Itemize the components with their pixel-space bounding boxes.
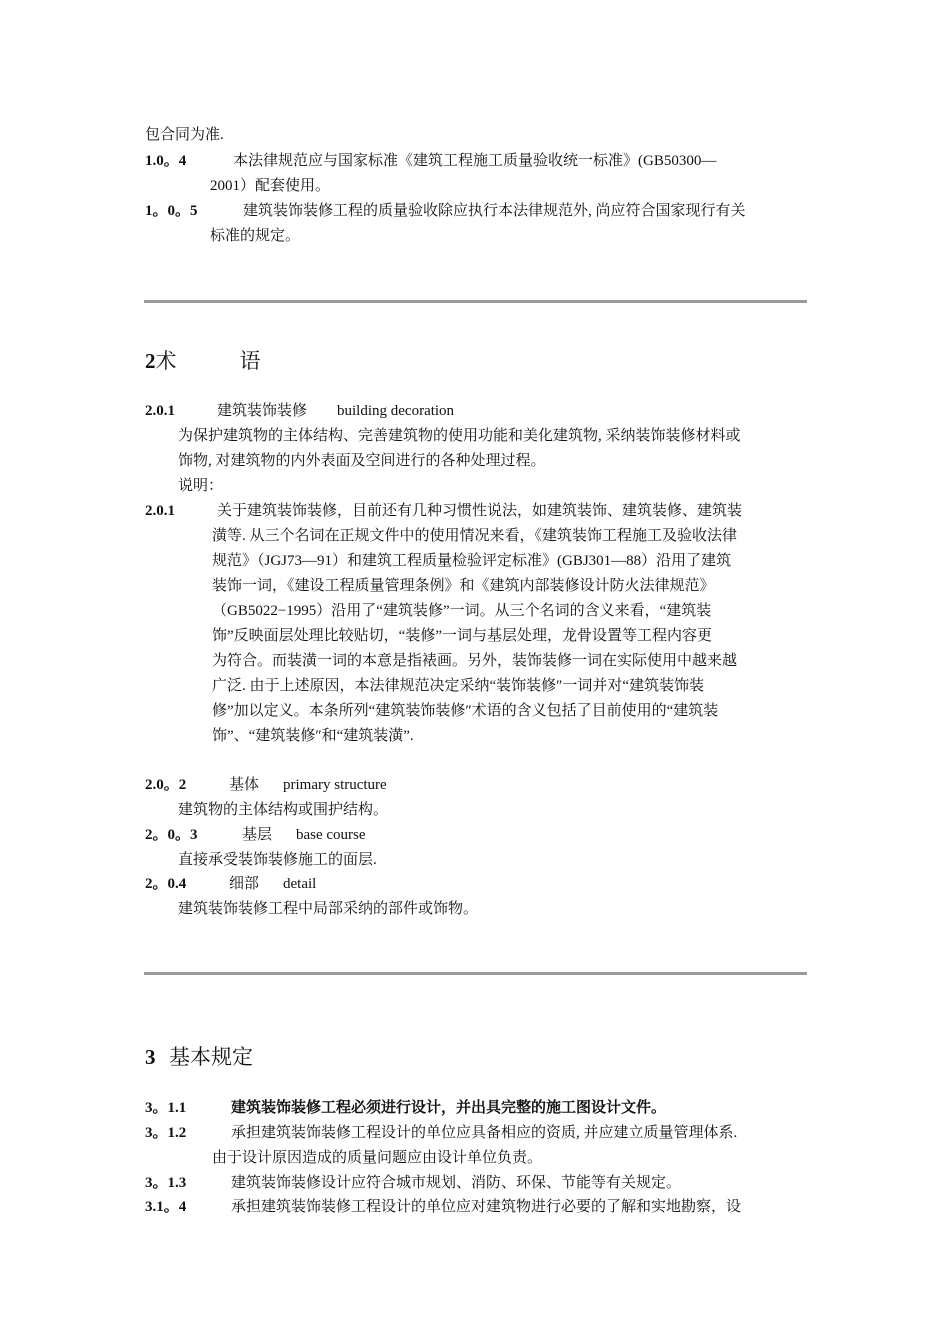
clause-number: 1.0。4 — [145, 153, 187, 169]
note-text: 规范》（JGJ73—91）和建筑工程质量检验评定标准》(GBJ301—88）沿用了建筑 — [212, 553, 732, 569]
clause-3-1-3 — [145, 1173, 807, 1193]
definition-text: 建筑物的主体结构或围护结构。 — [178, 802, 389, 818]
note-text: 广泛. 由于上述原因，本法律规范决定采纳“装饰装修″一词并对“建筑装饰装 — [212, 678, 705, 694]
paragraph-text: 包合同为准. — [145, 127, 224, 143]
heading-number: 2 — [145, 349, 156, 373]
term-number: 2。0。3 — [145, 827, 198, 843]
term-chinese: 建筑装饰装修 — [217, 403, 308, 419]
note-number: 2.0.1 — [145, 503, 175, 519]
clause-text: 建筑装饰装修工程必须进行设计，并出具完整的施工图设计文件。 — [231, 1100, 667, 1116]
heading-number: 3 — [145, 1045, 156, 1069]
heading-text: 基本规定 — [169, 1045, 253, 1069]
clause-number: 1。0。5 — [145, 203, 198, 219]
note-text: 潢等. 从三个名词在正规文件中的使用情况来看，《建筑装饰工程施工及验收法律 — [212, 528, 738, 544]
term-chinese: 细部 — [229, 876, 260, 892]
term-2-0-2 — [145, 775, 807, 795]
section-divider — [144, 972, 807, 975]
note-line — [212, 576, 874, 596]
term-definition-cont — [178, 451, 840, 471]
note-text: 关于建筑装饰装修，目前还有几种习惯性说法，如建筑装饰、建筑装修、建筑装 — [217, 503, 743, 519]
paragraph-continuation — [145, 125, 807, 145]
term-english: building decoration — [337, 403, 455, 419]
clause-3-1-2 — [145, 1123, 807, 1143]
clause-text: 建筑装饰装修设计应符合城市规划、消防、环保、节能等有关规定。 — [231, 1175, 682, 1191]
note-line — [212, 626, 874, 646]
definition-text: 饰物, 对建筑物的内外表面及空间进行的各种处理过程。 — [178, 453, 546, 469]
clause-number: 3.1。4 — [145, 1199, 187, 1215]
clause-3-1-2-cont — [212, 1148, 874, 1168]
note-line — [212, 726, 874, 746]
term-2-0-4 — [145, 874, 807, 894]
note-text: 装饰一词，《建设工程质量管理条例》和《建筑内部装修设计防火法律规范》 — [212, 578, 715, 594]
heading-text: 术 语 — [155, 349, 261, 373]
note-line — [212, 526, 874, 546]
term-english: primary structure — [283, 777, 387, 793]
clause-text: 承担建筑装饰装修工程设计的单位应具备相应的资质, 并应建立质量管理体系. — [231, 1125, 738, 1141]
term-definition — [178, 899, 840, 919]
term-number: 2.0.1 — [145, 403, 175, 419]
term-chinese: 基层 — [242, 827, 273, 843]
note-text: （GB5022−1995）沿用了“建筑装修”一词。从三个名词的含义来看，“建筑装 — [212, 603, 712, 619]
clause-1-0-5-cont — [210, 226, 872, 246]
note-label — [178, 476, 840, 496]
note-2-0-1 — [145, 501, 807, 521]
definition-text: 建筑装饰装修工程中局部采纳的部件或饰物。 — [178, 901, 479, 917]
term-number: 2.0。2 — [145, 777, 187, 793]
clause-3-1-1 — [145, 1098, 807, 1118]
clause-1-0-4-cont — [210, 176, 872, 196]
note-line — [212, 701, 874, 721]
clause-number: 3。1.2 — [145, 1125, 187, 1141]
term-english: detail — [283, 876, 317, 892]
note-text: 为符合。而装潢一词的本意是指裱画。另外，装饰装修一词在实际使用中越来越 — [212, 653, 738, 669]
definition-text: 为保护建筑物的主体结构、完善建筑物的使用功能和美化建筑物, 采纳装饰装修材料或 — [178, 428, 741, 444]
clause-text: 2001）配套使用。 — [210, 178, 331, 194]
section-divider — [144, 300, 807, 303]
section-heading-3 — [145, 1044, 253, 1070]
note-label-text: 说明： — [178, 478, 224, 494]
clause-text: 建筑装饰装修工程的质量验收除应执行本法律规范外, 尚应符合国家现行有关 — [243, 203, 746, 219]
clause-text: 由于设计原因造成的质量问题应由设计单位负责。 — [212, 1150, 543, 1166]
note-line — [212, 601, 874, 621]
term-english: base course — [296, 827, 366, 843]
term-2-0-1 — [145, 401, 807, 421]
note-line — [212, 651, 874, 671]
section-heading-2 — [145, 348, 261, 374]
term-2-0-3 — [145, 825, 807, 845]
note-text: 饰”反映面层处理比较贴切，“装修”一词与基层处理，龙骨设置等工程内容更 — [212, 628, 712, 644]
term-definition — [178, 800, 840, 820]
clause-1-0-5 — [145, 201, 807, 221]
term-definition — [178, 426, 840, 446]
clause-text: 标准的规定。 — [210, 228, 301, 244]
term-definition — [178, 850, 840, 870]
clause-text: 本法律规范应与国家标准《建筑工程施工质量验收统一标准》(GB50300— — [233, 153, 717, 169]
clause-number: 3。1.3 — [145, 1175, 187, 1191]
definition-text: 直接承受装饰装修施工的面层. — [178, 852, 377, 868]
clause-number: 3。1.1 — [145, 1100, 187, 1116]
clause-1-0-4 — [145, 151, 807, 171]
note-line — [212, 676, 874, 696]
clause-text: 承担建筑装饰装修工程设计的单位应对建筑物进行必要的了解和实地勘察，设 — [231, 1199, 742, 1215]
clause-3-1-4 — [145, 1197, 807, 1217]
note-text: 修”加以定义。本条所列“建筑装饰装修″术语的含义包括了目前使用的“建筑装 — [212, 703, 719, 719]
term-chinese: 基体 — [229, 777, 260, 793]
note-text: 饰”、“建筑装修″和“建筑装潢”. — [212, 728, 414, 744]
note-line — [212, 551, 874, 571]
term-number: 2。0.4 — [145, 876, 187, 892]
